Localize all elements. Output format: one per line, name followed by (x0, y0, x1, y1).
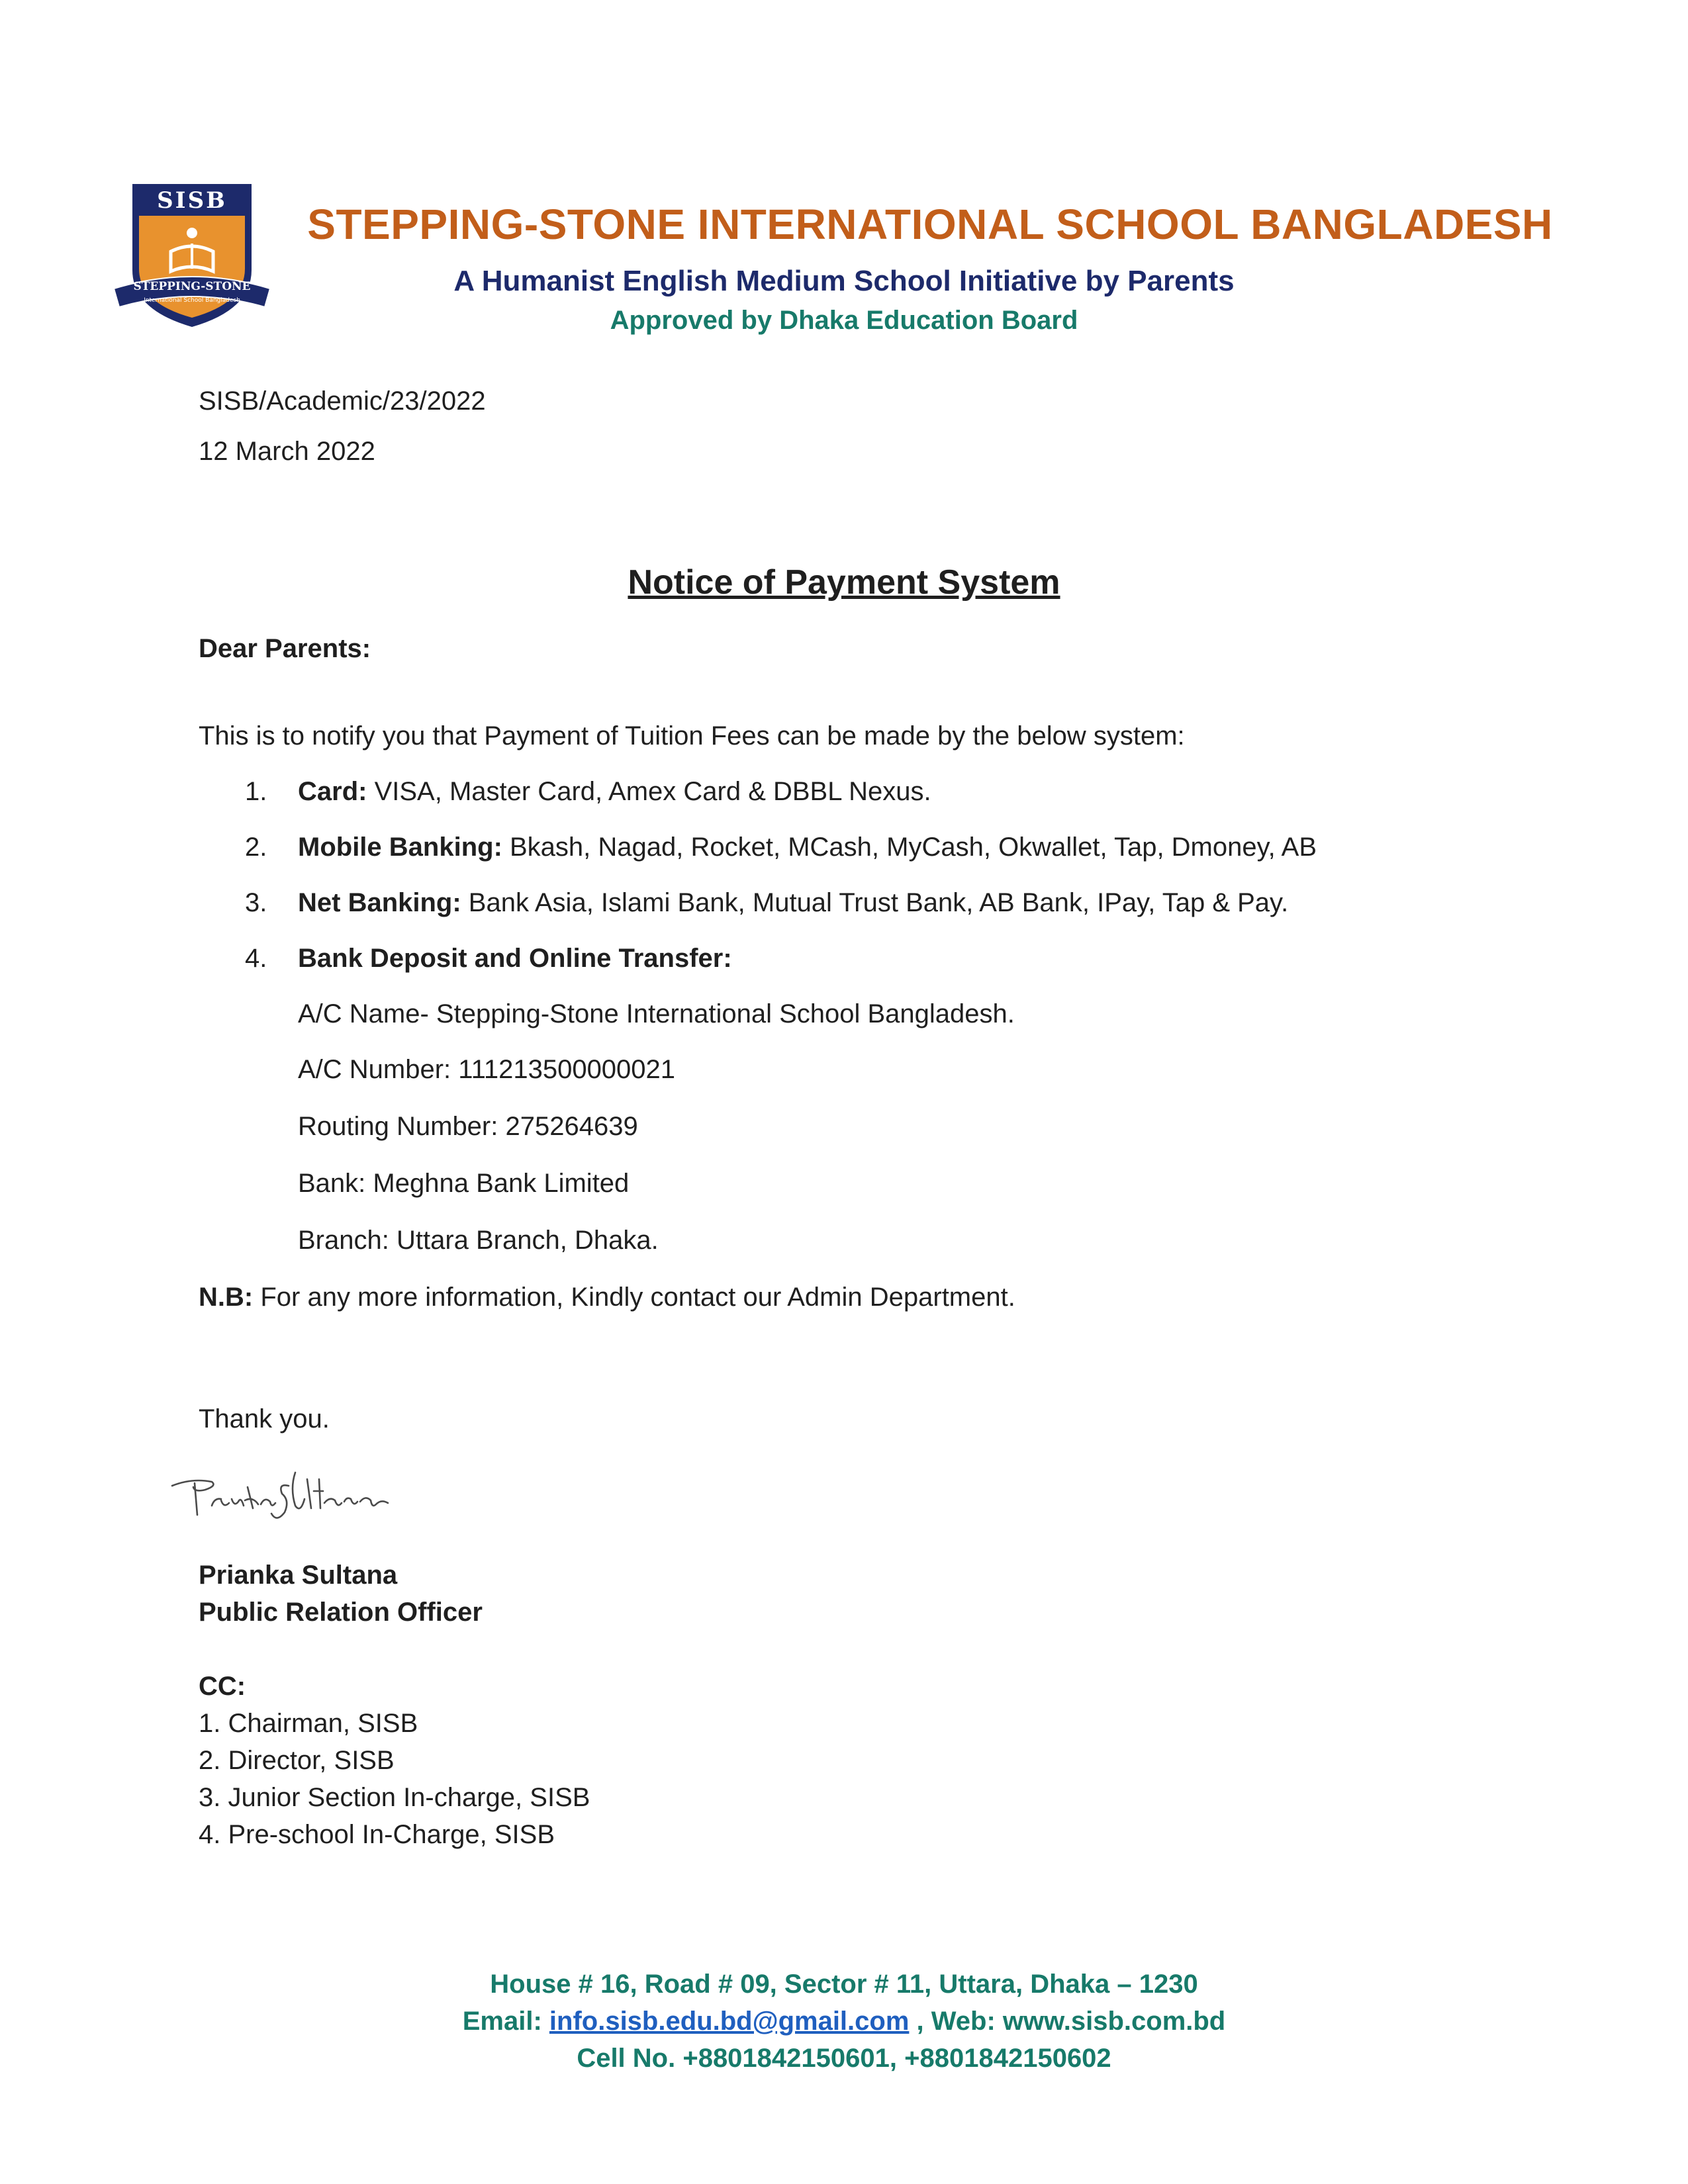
method-text: VISA, Master Card, Amex Card & DBBL Nexus. (367, 777, 931, 806)
list-number: 1. (245, 777, 267, 806)
email-label: Email: (462, 2007, 549, 2036)
account-name: A/C Name- Stepping-Stone International School Bangladesh. (298, 999, 1015, 1028)
footer-contact (0, 2007, 1688, 2036)
method-text: Bank Asia, Islami Bank, Mutual Trust Bank, AB Bank, IPay, Tap & Pay. (461, 888, 1289, 917)
method-text: Bkash, Nagad, Rocket, MCash, MyCash, Okwallet, Tap, Dmoney, AB (502, 833, 1317, 862)
list-number: 4. (245, 944, 267, 973)
routing-number: Routing Number: 275264639 (298, 1112, 638, 1141)
footer-phones: Cell No. +8801842150601, +8801842150602 (577, 2044, 1111, 2073)
reference-number: SISB/Academic/23/2022 (199, 387, 486, 416)
notice-title: Notice of Payment System (628, 563, 1060, 602)
method-label: Bank Deposit and Online Transfer: (298, 944, 732, 973)
cc-item: 4. Pre-school In-Charge, SISB (199, 1820, 555, 1849)
approval-line: Approved by Dhaka Education Board (610, 306, 1078, 335)
signer-title: Public Relation Officer (199, 1598, 483, 1627)
method-label: Mobile Banking: (298, 833, 502, 862)
account-number: A/C Number: 111213500000021 (298, 1055, 676, 1084)
payment-method-item (245, 944, 732, 974)
nb-text: For any more information, Kindly contact our Admin Department. (253, 1283, 1015, 1312)
branch-name: Branch: Uttara Branch, Dhaka. (298, 1226, 659, 1255)
method-label: Net Banking: (298, 888, 461, 917)
footer-address: House # 16, Road # 09, Sector # 11, Uttara, Dhaka – 1230 (490, 1970, 1198, 1999)
intro-paragraph: This is to notify you that Payment of Tuition Fees can be made by the below system: (199, 721, 1185, 751)
nb-label: N.B: (199, 1283, 254, 1312)
bank-name: Bank: Meghna Bank Limited (298, 1169, 630, 1198)
signer-name: Prianka Sultana (199, 1561, 398, 1590)
logo-top-text: SISB (157, 187, 227, 214)
nota-bene (199, 1283, 1015, 1312)
method-label: Card: (298, 777, 367, 806)
payment-method-item (245, 833, 1317, 862)
salutation: Dear Parents: (199, 634, 371, 663)
cc-item: 2. Director, SISB (199, 1746, 395, 1775)
cc-heading: CC: (199, 1672, 246, 1701)
logo-ribbon-subtext: International School Bangladesh (144, 297, 240, 304)
letter-date: 12 March 2022 (199, 437, 375, 466)
cc-item: 1. Chairman, SISB (199, 1709, 418, 1738)
school-name: STEPPING-STONE INTERNATIONAL SCHOOL BANGLADESH (307, 201, 1553, 248)
cc-item: 3. Junior Section In-charge, SISB (199, 1783, 590, 1812)
list-number: 2. (245, 833, 267, 862)
handwritten-signature (165, 1459, 444, 1539)
list-number: 3. (245, 888, 267, 917)
web-address: , Web: www.sisb.com.bd (909, 2007, 1226, 2036)
closing: Thank you. (199, 1404, 330, 1433)
payment-method-item (245, 888, 1288, 918)
logo-ribbon-text: STEPPING-STONE (133, 280, 251, 293)
school-tagline: A Humanist English Medium School Initiative by Parents (453, 265, 1235, 297)
email-link[interactable]: info.sisb.edu.bd@gmail.com (549, 2007, 910, 2036)
payment-method-item (245, 777, 931, 807)
